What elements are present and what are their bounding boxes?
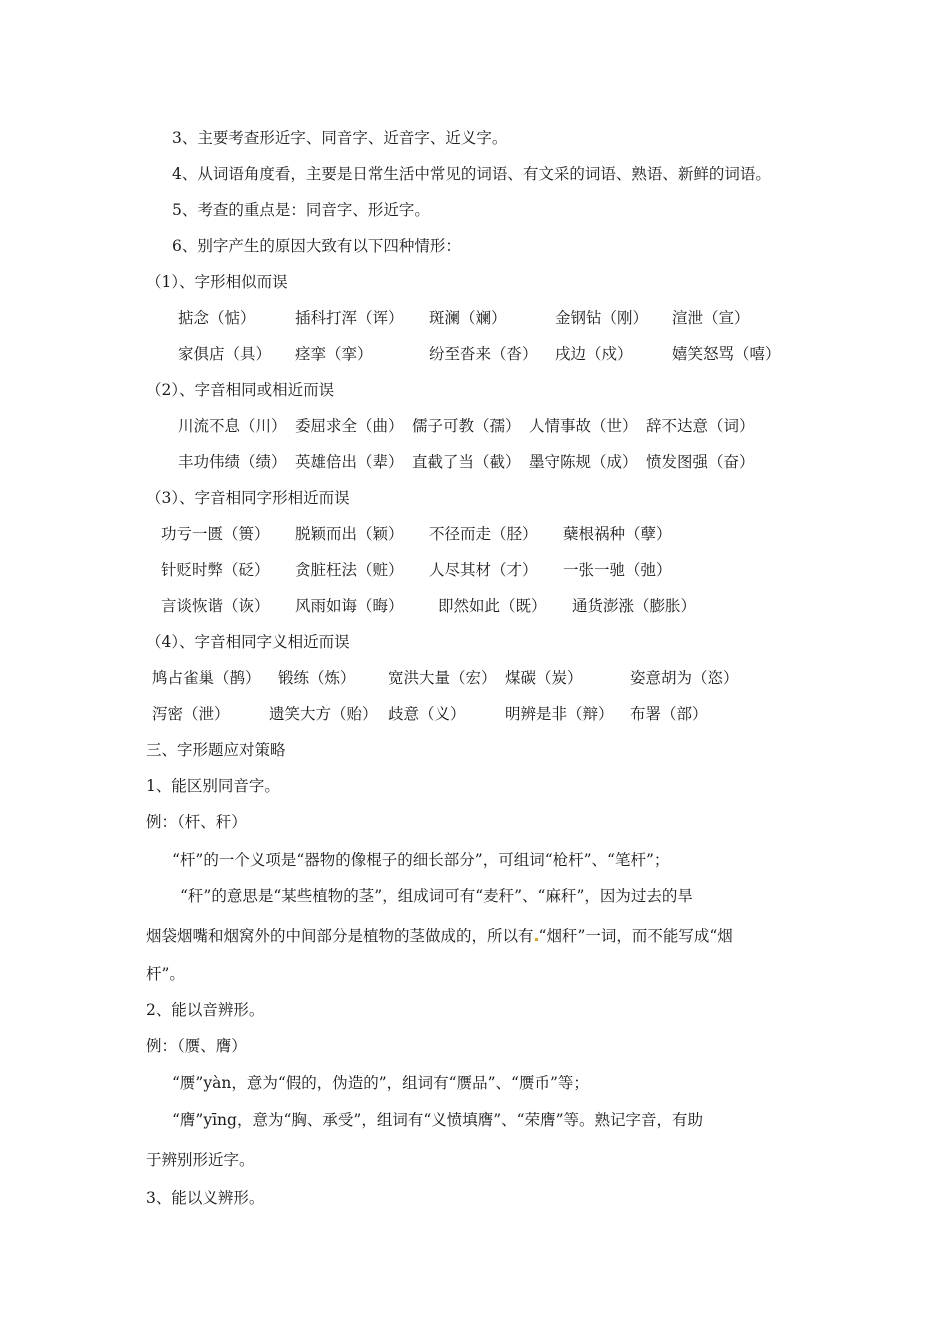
case-1-row-2 xyxy=(0,344,950,364)
point-6: 6、别字产生的原因大致有以下四种情形： xyxy=(172,237,461,255)
case-4-row-2 xyxy=(0,704,950,724)
yellow-mark-dot xyxy=(535,938,538,941)
case-4-row-1 xyxy=(0,668,950,688)
item-1-paragraph-2-line-3: 杆”。 xyxy=(146,965,185,983)
word-pair: 言谈恢谐（诙） xyxy=(161,597,270,615)
word-pair: 墨守陈规（成） xyxy=(529,453,638,471)
case-3-row-3 xyxy=(0,596,950,616)
item-2-title: 2、能以音辨形。 xyxy=(146,1001,265,1019)
case-1-heading: （1）、字形相似而误 xyxy=(146,273,288,291)
item-1-title: 1、能区别同音字。 xyxy=(146,777,280,795)
word-pair: 斑澜（斓） xyxy=(429,309,507,327)
point-3: 3、主要考查形近字、同音字、近音字、近义字。 xyxy=(172,129,508,147)
case-3-heading: （3）、字音相同字形相近而误 xyxy=(146,489,350,507)
word-pair: 丰功伟绩（绩） xyxy=(178,453,287,471)
word-pair: 一张一驰（弛） xyxy=(563,561,672,579)
item-1-paragraph-2-line-2 xyxy=(146,926,733,946)
item-2-paragraph-1: “赝”yàn，意为“假的，伪造的”，组词有“赝品”、“赝币”等； xyxy=(172,1074,589,1092)
text-run: 烟袋烟嘴和烟窝外的中间部分是植物的茎做成的，所以有 xyxy=(146,927,534,945)
word-pair: 家俱店（具） xyxy=(178,345,272,363)
word-pair: 鸠占雀巢（鹊） xyxy=(152,669,261,687)
word-pair: 针贬时弊（砭） xyxy=(161,561,270,579)
case-2-row-1 xyxy=(0,416,950,436)
word-pair: 明辨是非（辩） xyxy=(505,705,614,723)
word-pair: 姿意胡为（恣） xyxy=(630,669,739,687)
word-pair: 英雄倍出（辈） xyxy=(295,453,404,471)
word-pair: 不径而走（胫） xyxy=(429,525,538,543)
item-1-example: 例：（杆、秆） xyxy=(146,813,247,831)
word-pair: 渲泄（宣） xyxy=(672,309,750,327)
item-2-paragraph-2-line-2: 于辨别形近字。 xyxy=(146,1151,255,1169)
word-pair: 风雨如诲（晦） xyxy=(295,597,404,615)
word-pair: 即然如此（既） xyxy=(438,597,547,615)
text-run: “烟秆”一词，而不能写成“烟 xyxy=(538,927,733,945)
word-pair: 委屈求全（曲） xyxy=(295,417,404,435)
case-4-heading: （4）、字音相同字义相近而误 xyxy=(146,633,350,651)
case-1-row-1 xyxy=(0,308,950,328)
word-pair: 辞不达意（词） xyxy=(646,417,755,435)
word-pair: 宽洪大量（宏） xyxy=(388,669,497,687)
word-pair: 蘖根祸种（孽） xyxy=(563,525,672,543)
word-pair: 人尽其材（才） xyxy=(429,561,538,579)
word-pair: 直截了当（截） xyxy=(412,453,521,471)
item-1-paragraph-2-line-1: “秆”的意思是“某些植物的茎”，组成词可有“麦秆”、“麻秆”，因为过去的旱 xyxy=(180,887,693,905)
word-pair: 煤碳（炭） xyxy=(505,669,583,687)
word-pair: 戌边（戍） xyxy=(555,345,633,363)
word-pair: 插科打浑（诨） xyxy=(295,309,404,327)
word-pair: 遗笑大方（贻） xyxy=(269,705,378,723)
word-pair: 泻密（泄） xyxy=(152,705,230,723)
word-pair: 嬉笑怒骂（嘻） xyxy=(672,345,781,363)
case-3-row-2 xyxy=(0,560,950,580)
word-pair: 锻练（炼） xyxy=(278,669,356,687)
word-pair: 人情事故（世） xyxy=(529,417,638,435)
word-pair: 功亏一匮（篑） xyxy=(161,525,270,543)
section-three-heading: 三、字形题应对策略 xyxy=(146,741,286,759)
item-1-paragraph-1: “杆”的一个义项是“器物的像棍子的细长部分”，可组词“枪杆”、“笔杆”； xyxy=(172,851,670,869)
word-pair: 纷至沓来（沓） xyxy=(429,345,538,363)
case-3-row-1 xyxy=(0,524,950,544)
item-2-example: 例：（赝、膺） xyxy=(146,1037,247,1055)
word-pair: 歧意（义） xyxy=(388,705,466,723)
point-5: 5、考查的重点是：同音字、形近字。 xyxy=(172,201,430,219)
word-pair: 川流不息（川） xyxy=(178,417,287,435)
item-2-paragraph-2-line-1: “膺”yīng，意为“胸、承受”，组词有“义愤填膺”、“荣膺”等。熟记字音，有助 xyxy=(172,1111,704,1129)
case-2-heading: （2）、字音相同或相近而误 xyxy=(146,381,335,399)
item-3-title: 3、能以义辨形。 xyxy=(146,1189,265,1207)
word-pair: 儒子可教（孺） xyxy=(412,417,521,435)
word-pair: 痉挛（挛） xyxy=(295,345,373,363)
word-pair: 通货澎涨（膨胀） xyxy=(572,597,697,615)
case-2-row-2 xyxy=(0,452,950,472)
word-pair: 愤发图强（奋） xyxy=(646,453,755,471)
word-pair: 贪脏枉法（赃） xyxy=(295,561,404,579)
point-4: 4、从词语角度看，主要是日常生活中常见的词语、有文采的词语、熟语、新鲜的词语。 xyxy=(172,165,771,183)
word-pair: 布署（部） xyxy=(630,705,708,723)
word-pair: 脱颖而出（颖） xyxy=(295,525,404,543)
word-pair: 掂念（惦） xyxy=(178,309,256,327)
word-pair: 金钢钻（刚） xyxy=(555,309,649,327)
